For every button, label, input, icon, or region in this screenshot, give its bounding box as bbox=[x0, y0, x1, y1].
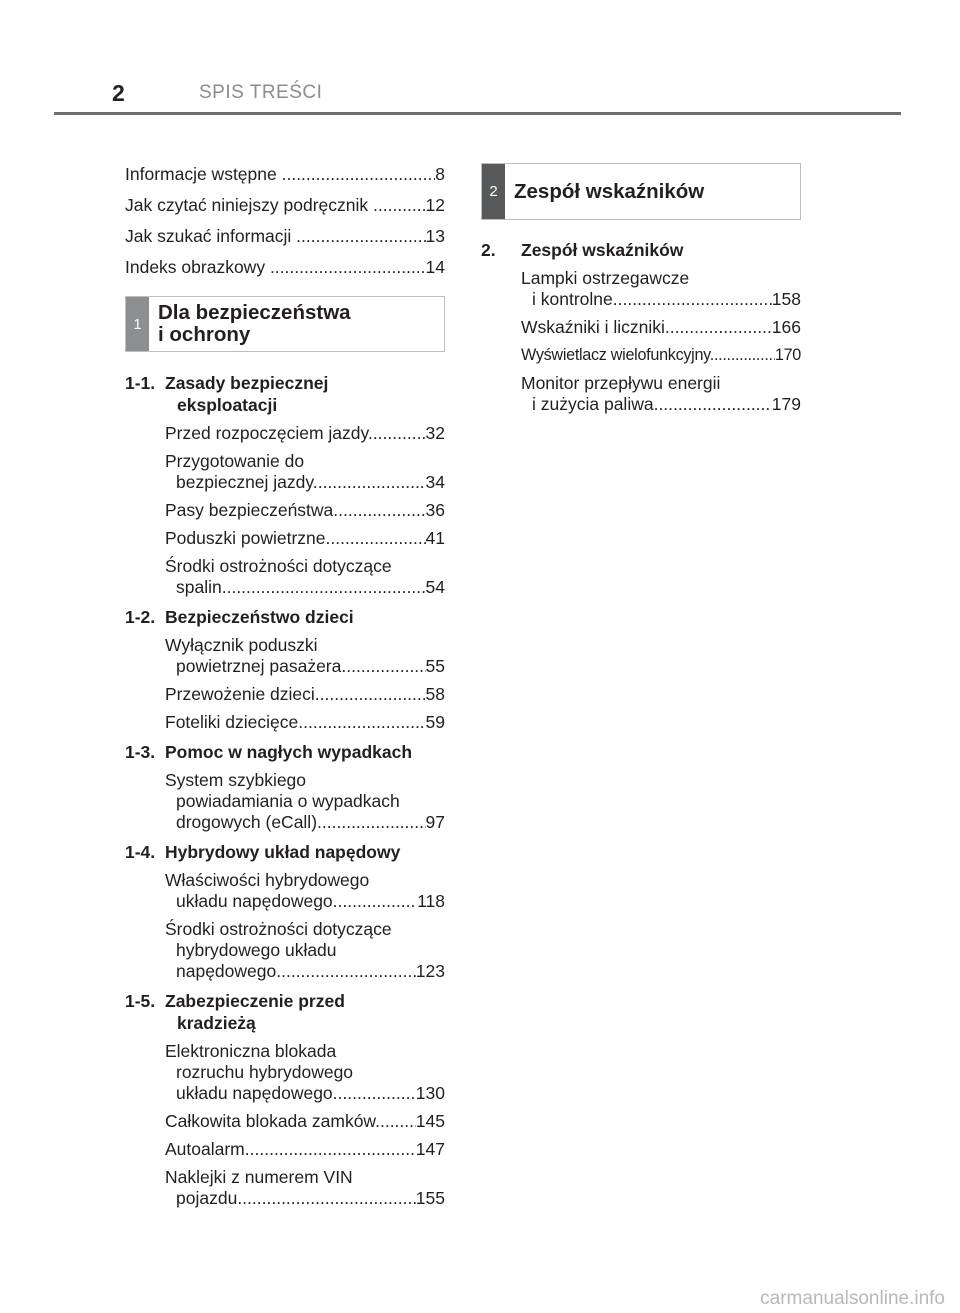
toc-entry-label: Wyłącznik poduszki bbox=[165, 635, 318, 655]
toc-entry[interactable] bbox=[521, 268, 801, 310]
intro-list bbox=[125, 163, 445, 278]
section-heading[interactable] bbox=[125, 990, 445, 1034]
toc-entry-label: napędowego ..... bbox=[176, 961, 416, 982]
toc-entry-label: i zużycia paliwa ..... bbox=[532, 394, 772, 415]
header-divider bbox=[54, 112, 901, 115]
toc-entry[interactable] bbox=[165, 635, 445, 677]
toc-entry-label: Poduszki powietrzne ..... bbox=[165, 528, 426, 549]
toc-entry[interactable] bbox=[165, 423, 445, 444]
toc-entry-page: 155 bbox=[415, 1188, 445, 1208]
section-heading[interactable] bbox=[125, 606, 445, 628]
toc-entry[interactable] bbox=[165, 684, 445, 705]
toc-entry-page: 8 bbox=[435, 164, 445, 184]
section-title: Pomoc w nagłych wypadkach bbox=[165, 742, 413, 762]
toc-entry[interactable] bbox=[125, 163, 445, 185]
chapter-number-tab: 1 bbox=[126, 297, 149, 351]
toc-entry[interactable] bbox=[165, 870, 445, 912]
toc-entry-label: Indeks obrazkowy ..... bbox=[125, 256, 426, 278]
toc-entry-label: Wyświetlacz wielofunkcyjny ..... bbox=[521, 345, 775, 366]
toc-entry[interactable] bbox=[165, 500, 445, 521]
toc-entry-page: 97 bbox=[425, 812, 445, 832]
toc-entry-page: 118 bbox=[417, 891, 445, 911]
toc-entry[interactable] bbox=[165, 1167, 445, 1209]
toc-entry-page: 147 bbox=[415, 1139, 445, 1159]
toc-entry-label: Lampki ostrzegawcze bbox=[521, 268, 690, 288]
toc-entry[interactable] bbox=[165, 1139, 445, 1160]
page-number: 2 bbox=[112, 80, 125, 106]
toc-entry[interactable] bbox=[521, 345, 801, 366]
toc-entry[interactable] bbox=[165, 1041, 445, 1104]
section-number: 1-3. bbox=[125, 742, 156, 762]
toc-entry-page: 166 bbox=[771, 317, 801, 337]
toc-entry-page: 32 bbox=[425, 423, 445, 443]
section-title: Bezpieczeństwo dzieci bbox=[165, 607, 354, 627]
toc-entry-page: 179 bbox=[771, 394, 801, 414]
chapter-title: Dla bezpieczeństwa i ochrony bbox=[158, 301, 351, 346]
toc-entry-page: 58 bbox=[425, 684, 445, 704]
toc-entry-page: 145 bbox=[415, 1111, 445, 1131]
toc-entry[interactable] bbox=[165, 712, 445, 733]
toc-right-column bbox=[481, 163, 801, 415]
toc-entry-label: Jak czytać niniejszy podręcznik ..... bbox=[125, 194, 426, 216]
toc-entry-label: Wskaźniki i liczniki ..... bbox=[521, 317, 772, 338]
toc-entry-label: hybrydowego układu bbox=[176, 940, 337, 960]
toc-entry[interactable] bbox=[125, 225, 445, 247]
toc-entry-page: 59 bbox=[425, 712, 445, 732]
toc-entry-label: rozruchu hybrydowego bbox=[176, 1062, 354, 1082]
chapter-title: Zespół wskaźników bbox=[514, 179, 705, 203]
toc-entry-label: Przewożenie dzieci ..... bbox=[165, 684, 426, 705]
toc-entry-label: powietrznej pasażera ..... bbox=[176, 656, 426, 677]
toc-entry-label: Elektroniczna blokada bbox=[165, 1041, 337, 1061]
section-number: 1-5. bbox=[125, 991, 156, 1011]
toc-entry-label: pojazdu ..... bbox=[176, 1188, 416, 1209]
section-number: 1-2. bbox=[125, 607, 156, 627]
toc-entry-page: 170 bbox=[774, 346, 801, 364]
toc-entry[interactable] bbox=[165, 1111, 445, 1132]
toc-entry-label: Foteliki dziecięce ..... bbox=[165, 712, 426, 733]
toc-entry-label: bezpiecznej jazdy ..... bbox=[176, 472, 426, 493]
toc-entry-page: 123 bbox=[415, 961, 445, 981]
toc-entry[interactable] bbox=[165, 528, 445, 549]
toc-entry[interactable] bbox=[125, 194, 445, 216]
toc-entry-label: Całkowita blokada zamków ..... bbox=[165, 1111, 416, 1132]
toc-entry-page: 41 bbox=[425, 528, 445, 548]
toc-left-column bbox=[125, 163, 445, 1209]
chapter-2-sections bbox=[481, 239, 801, 415]
toc-entry-page: 12 bbox=[425, 195, 445, 215]
watermark: carmanualsonline.info bbox=[760, 1288, 945, 1309]
chapter-1-sections bbox=[125, 372, 445, 1209]
chapter-number-tab: 2 bbox=[482, 164, 505, 219]
toc-entry[interactable] bbox=[165, 770, 445, 833]
toc-entry-page: 13 bbox=[425, 226, 445, 246]
toc-entry[interactable] bbox=[521, 317, 801, 338]
section-number: 1-4. bbox=[125, 842, 156, 862]
toc-entry-page: 34 bbox=[425, 472, 445, 492]
toc-entry[interactable] bbox=[165, 451, 445, 493]
toc-entry-label: Pasy bezpieczeństwa ..... bbox=[165, 500, 426, 521]
chapter-1-banner[interactable] bbox=[125, 296, 445, 352]
toc-entry-label: układu napędowego ..... bbox=[176, 1083, 416, 1104]
toc-entry-page: 158 bbox=[771, 289, 801, 309]
section-heading[interactable] bbox=[125, 841, 445, 863]
toc-entry-page: 36 bbox=[425, 500, 445, 520]
toc-entry-label: Naklejki z numerem VIN bbox=[165, 1167, 353, 1187]
section-title: Hybrydowy układ napędowy bbox=[165, 842, 401, 862]
toc-entry-page: 14 bbox=[425, 257, 445, 277]
toc-entry-label: drogowych (eCall) ..... bbox=[176, 812, 426, 833]
section-number: 1-1. bbox=[125, 373, 156, 393]
toc-entry-label: Właściwości hybrydowego bbox=[165, 870, 370, 890]
section-heading[interactable] bbox=[481, 239, 801, 261]
toc-entry-label: System szybkiego bbox=[165, 770, 307, 790]
toc-entry-label: Przed rozpoczęciem jazdy ..... bbox=[165, 423, 426, 444]
toc-entry[interactable] bbox=[165, 919, 445, 982]
toc-entry-label: Środki ostrożności dotyczące bbox=[165, 919, 392, 939]
toc-entry-label: układu napędowego ..... bbox=[176, 891, 417, 912]
toc-entry-label: Autoalarm ..... bbox=[165, 1139, 416, 1160]
section-heading[interactable] bbox=[125, 741, 445, 763]
page-title: SPIS TREŚCI bbox=[199, 82, 323, 103]
toc-entry-label: powiadamiania o wypadkach bbox=[176, 791, 400, 811]
toc-entry[interactable] bbox=[521, 373, 801, 415]
toc-entry-page: 130 bbox=[415, 1083, 445, 1103]
chapter-2-banner[interactable] bbox=[481, 163, 801, 220]
toc-entry-label: Przygotowanie do bbox=[165, 451, 305, 471]
toc-entry[interactable] bbox=[165, 556, 445, 598]
toc-entry-label: spalin ..... bbox=[176, 577, 426, 598]
section-title: Zabezpieczenie przed kradzieżą bbox=[165, 991, 345, 1033]
toc-entry-label: Monitor przepływu energii bbox=[521, 373, 721, 393]
section-number: 2. bbox=[481, 240, 496, 260]
section-title: Zespół wskaźników bbox=[521, 240, 684, 260]
toc-entry-page: 55 bbox=[425, 656, 445, 676]
toc-entry-label: Środki ostrożności dotyczące bbox=[165, 556, 392, 576]
toc-entry-label: i kontrolne ..... bbox=[532, 289, 772, 310]
toc-entry-page: 54 bbox=[425, 577, 445, 597]
toc-entry-label: Informacje wstępne ..... bbox=[125, 163, 435, 185]
toc-entry-label: Jak szukać informacji ..... bbox=[125, 225, 426, 247]
section-title: Zasady bezpiecznej eksploatacji bbox=[165, 373, 329, 415]
section-heading[interactable] bbox=[125, 372, 445, 416]
toc-entry[interactable] bbox=[125, 256, 445, 278]
